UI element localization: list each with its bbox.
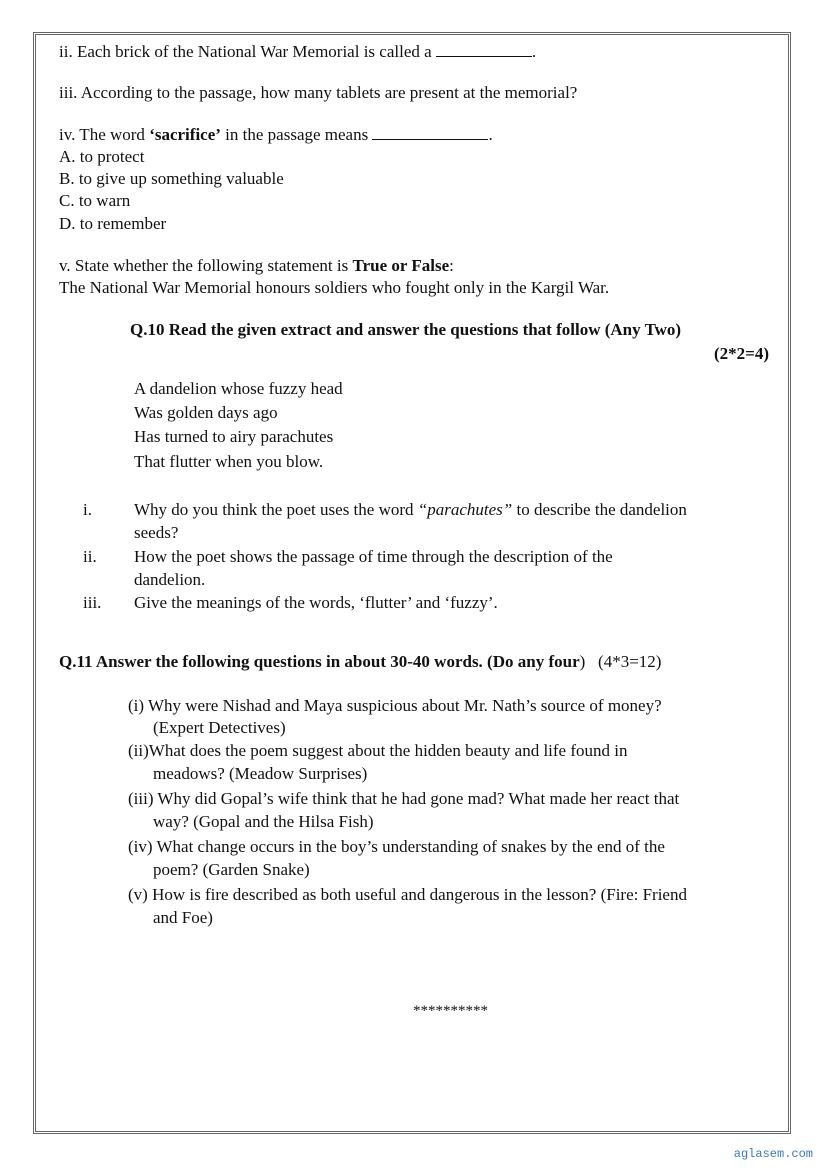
q9-iv: iv. The word ‘sacrifice’ in the passage means . <box>59 125 493 144</box>
q10-question-cont: seeds? <box>134 523 179 542</box>
q10-num: iii. <box>83 593 102 612</box>
q10-title: Q.10 Read the given extract and answer the questions that follow (Any Two) <box>130 320 682 339</box>
q11-question: (iv) What change occurs in the boy’s understanding of snakes by the end of the <box>128 837 665 856</box>
q10-question: How the poet shows the passage of time through the description of the <box>134 547 613 566</box>
q10-num: ii. <box>83 547 97 566</box>
q10-question-cont: dandelion. <box>134 570 206 589</box>
q11-question-cont: poem? (Garden Snake) <box>153 860 310 879</box>
poem-line: Has turned to airy parachutes <box>134 427 334 446</box>
q11-question: (v) How is fire described as both useful and dangerous in the lesson? (Fire: Friend <box>128 885 687 904</box>
q11-question-cont: and Foe) <box>153 908 213 927</box>
option-d: D. to remember <box>59 214 167 233</box>
watermark: aglasem.com <box>733 1147 813 1161</box>
end-mark: ********** <box>413 1003 488 1019</box>
q11-question-cont: (Expert Detectives) <box>153 718 286 737</box>
poem-line: That flutter when you blow. <box>134 452 324 471</box>
option-b: B. to give up something valuable <box>59 169 284 188</box>
q9-v: v. State whether the following statement is True or False: <box>59 256 454 275</box>
q9-ii: ii. Each brick of the National War Memorial is called a . <box>59 42 537 61</box>
option-c: C. to warn <box>59 191 131 210</box>
q9-iii: iii. According to the passage, how many tablets are present at the memorial? <box>59 83 578 102</box>
q11-question: (i) Why were Nishad and Maya suspicious about Mr. Nath’s source of money? <box>128 696 662 715</box>
q9-statement: The National War Memorial honours soldiers who fought only in the Kargil War. <box>59 278 610 297</box>
q10-question: Give the meanings of the words, ‘flutter’ and ‘fuzzy’. <box>134 593 498 612</box>
option-a: A. to protect <box>59 147 145 166</box>
q11-question: (ii)What does the poem suggest about the hidden beauty and life found in <box>128 741 628 760</box>
poem-line: Was golden days ago <box>134 403 278 422</box>
q10-question: Why do you think the poet uses the word “parachutes” to describe the dandelion <box>134 500 687 519</box>
q10-num: i. <box>83 500 92 519</box>
q11-title: Q.11 Answer the following questions in about 30-40 words. (Do any four) (4*3=12) <box>59 652 662 671</box>
poem-line: A dandelion whose fuzzy head <box>134 379 343 398</box>
q10-marks: (2*2=4) <box>713 344 769 363</box>
q11-question: (iii) Why did Gopal’s wife think that he had gone mad? What made her react that <box>128 789 680 808</box>
q11-question-cont: meadows? (Meadow Surprises) <box>153 764 368 783</box>
q11-question-cont: way? (Gopal and the Hilsa Fish) <box>153 812 374 831</box>
